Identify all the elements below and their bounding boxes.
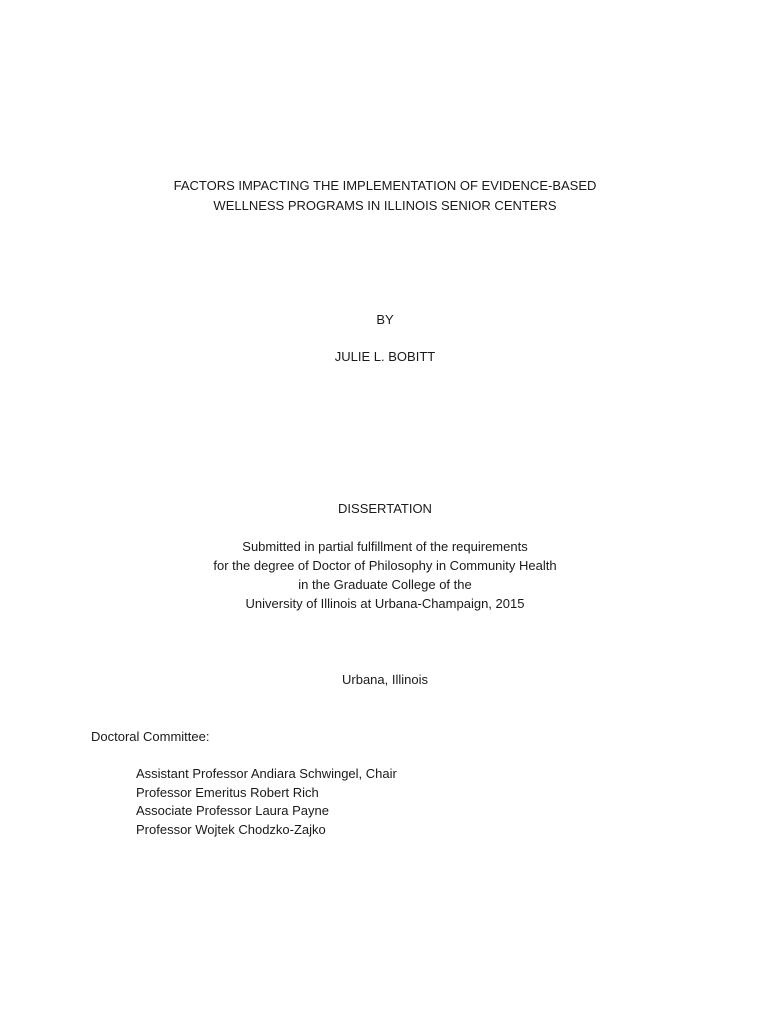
committee-member: Professor Emeritus Robert Rich <box>136 784 319 800</box>
submission-line: for the degree of Doctor of Philosophy in Community Health <box>213 558 557 573</box>
committee-list <box>136 765 397 839</box>
committee-heading: Doctoral Committee: <box>91 729 210 744</box>
title-line: FACTORS IMPACTING THE IMPLEMENTATION OF EVIDENCE-BASED <box>173 178 597 193</box>
dissertation-title <box>0 176 770 216</box>
submission-line: University of Illinois at Urbana-Champaign, 2015 <box>245 596 525 611</box>
title-line: WELLNESS PROGRAMS IN ILLINOIS SENIOR CENTERS <box>213 198 557 213</box>
place-of-submission: Urbana, Illinois <box>342 672 428 687</box>
submission-line: Submitted in partial fulfillment of the requirements <box>242 539 528 554</box>
committee-member: Assistant Professor Andiara Schwingel, Chair <box>136 766 397 781</box>
by-label: BY <box>376 312 394 327</box>
committee-member: Associate Professor Laura Payne <box>136 803 329 818</box>
author-name: JULIE L. BOBITT <box>334 349 436 364</box>
submission-line: in the Graduate College of the <box>298 577 472 592</box>
committee-member: Professor Wojtek Chodzko-Zajko <box>136 821 326 837</box>
submission-statement <box>0 537 770 613</box>
document-type: DISSERTATION <box>338 501 432 516</box>
